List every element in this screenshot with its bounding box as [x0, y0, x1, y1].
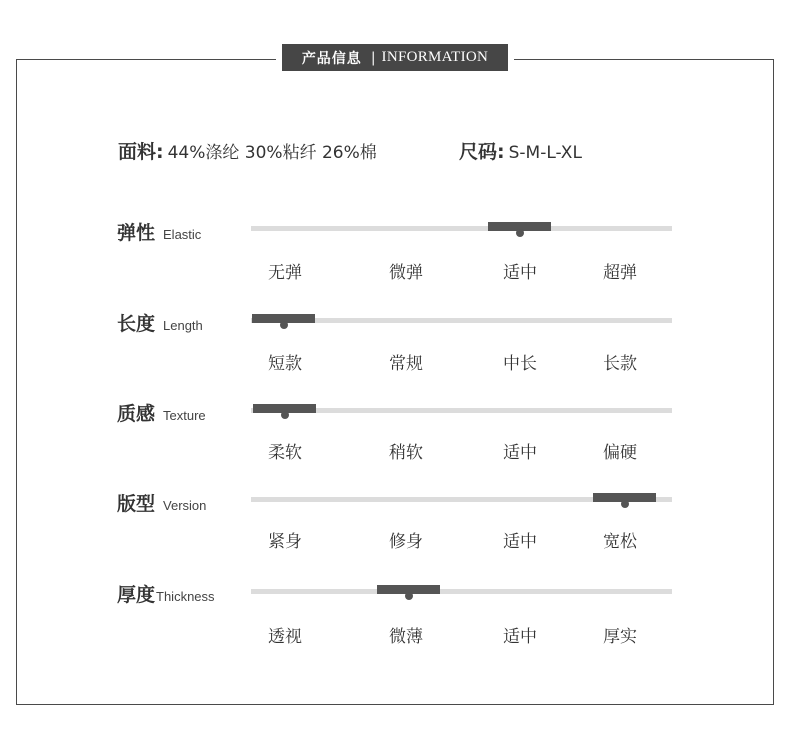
option-label: 偏硬: [603, 443, 637, 463]
option-label: 宽松: [603, 532, 637, 552]
marker-dot: [281, 411, 289, 419]
row-label-cn: 版型: [117, 493, 156, 515]
size-value: S-M-L-XL: [508, 143, 582, 163]
option-label: 厚实: [603, 627, 637, 647]
scale-marker-elastic: [488, 222, 551, 231]
option-label: 常规: [389, 354, 423, 374]
header-title-cn: 产品信息: [301, 50, 362, 67]
row-label-en: Version: [163, 498, 207, 513]
marker-dot: [280, 321, 288, 329]
row-label-length: [117, 309, 203, 336]
option-label: 稍软: [389, 443, 423, 463]
scale-marker-version: [593, 493, 656, 502]
scale-track-elastic: [251, 226, 672, 231]
fabric-value: 44%涤纶 30%粘纤 26%棉: [167, 143, 377, 163]
marker-dot: [516, 229, 524, 237]
scale-marker-texture: [253, 404, 316, 413]
scale-track-version: [251, 497, 672, 502]
option-label: 微弹: [389, 263, 423, 283]
scale-track-length: [251, 318, 672, 323]
row-label-cn: 质感: [117, 403, 156, 425]
scale-track-texture: [251, 408, 672, 413]
option-label: 紧身: [268, 532, 302, 552]
row-label-cn: 弹性: [117, 222, 156, 244]
option-label: 无弹: [268, 263, 302, 283]
row-label-version: [117, 489, 206, 516]
fabric-spec: [118, 137, 377, 164]
scale-marker-length: [252, 314, 315, 323]
header-title-en: INFORMATION: [381, 49, 489, 65]
option-label: 适中: [503, 532, 537, 552]
size-label: 尺码:: [459, 141, 505, 163]
row-label-texture: [117, 399, 206, 426]
option-label: 长款: [603, 354, 637, 374]
option-label: 适中: [503, 263, 537, 283]
header-separator: |: [370, 49, 376, 66]
option-label: 透视: [268, 627, 302, 647]
section-header: [276, 44, 514, 71]
option-label: 短款: [268, 354, 302, 374]
option-label: 适中: [503, 627, 537, 647]
row-label-en: Texture: [163, 408, 206, 423]
option-label: 柔软: [268, 443, 302, 463]
row-label-en: Thickness: [156, 589, 215, 604]
row-label-cn: 长度: [117, 313, 156, 335]
option-label: 修身: [389, 532, 423, 552]
size-spec: [459, 137, 582, 164]
marker-dot: [621, 500, 629, 508]
fabric-label: 面料:: [118, 141, 164, 163]
option-label: 适中: [503, 443, 537, 463]
row-label-en: Elastic: [163, 227, 202, 242]
option-label: 微薄: [389, 627, 423, 647]
row-label-elastic: [117, 218, 201, 245]
scale-track-thickness: [251, 589, 672, 594]
row-label-en: Length: [163, 318, 203, 333]
marker-dot: [405, 592, 413, 600]
option-label: 中长: [503, 354, 537, 374]
option-label: 超弹: [603, 263, 637, 283]
scale-marker-thickness: [377, 585, 440, 594]
row-label-thickness: [117, 580, 215, 607]
row-label-cn: 厚度: [117, 584, 156, 606]
